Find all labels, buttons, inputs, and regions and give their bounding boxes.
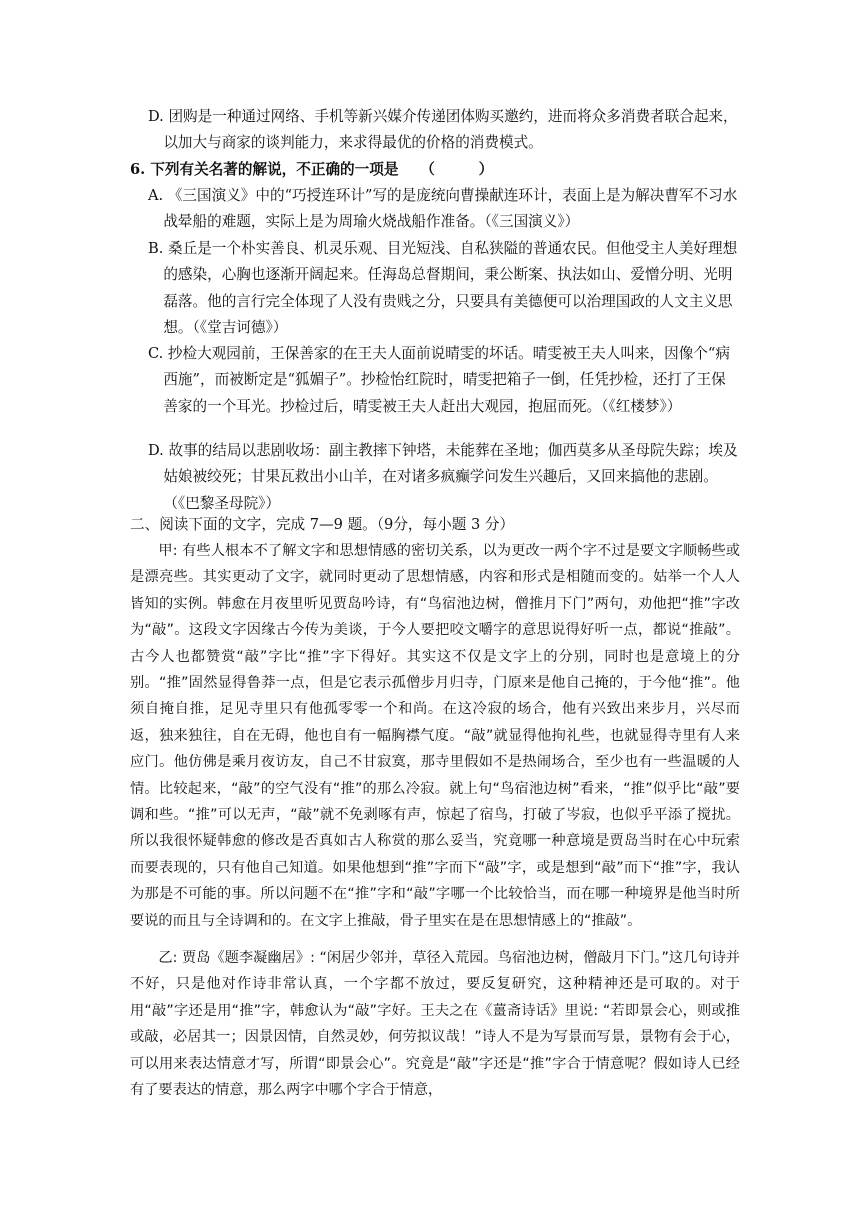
- q6-option-b: B. 桑丘是一个朴实善良、机灵乐观、目光短浅、自私狭隘的普通农民。但他受主人美好理想的感染，心胸也逐渐开阔起来。任海岛总督期间，秉公断案、执法如山、爱憎分明、光明磊落。他的言行完全体现了人没有贵贱之分，只要具有美德便可以治理国政的人文主义思想。（《堂吉诃德》）: [148, 240, 738, 337]
- q6-option-c: C. 抄检大观园前，王保善家的在王夫人面前说晴雯的坏话。晴雯被王夫人叫来，因像个“病西施”，而被断定是“狐媚子”。抄检怡红院时，晴雯把箱子一倒，任凭抄检，还打了王保善家的一个耳光。抄检过后，晴雯被王夫人赶出大观园，抱屈而死。（《红楼梦》）: [148, 345, 730, 415]
- q5-option-d: D. 团购是一种通过网络、手机等新兴媒介传递团体购买邀约，进而将众多消费者联合起来，以加大与商家的谈判能力，来求得最优的价格的消费模式。: [148, 108, 738, 152]
- passage-jia: 甲: 有些人根本不了解文字和思想情感的密切关系，以为更改一两个字不过是要文字顺畅些或是漂亮些。其实更动了文字，就同时更动了思想情感，内容和形式是相随而变的。姑举一个人人皆知的实例。韩愈在月夜里听见贾岛吟诗，有“鸟宿池边树，僧推月下门”两句，劝他把“推”字改为“敲”。这段文字因缘古今传为美谈，于今人要把咬文嚼字的意思说得好听一点，都说“推敲”。古今人也都赞赏“敲”字比“推”字下得好。其实这不仅是文字上的分别，同时也是意境上的分别。“推”固然显得鲁莽一点，但是它表示孤僧步月归寺，门原来是他自己掩的，于今他“推”。他须自掩自推，足见寺里只有他孤零零一个和尚。在这冷寂的场合，他有兴致出来步月，兴尽而返，独来独往，自在无碍，他也自有一幅胸襟气度。“敲”就显得他拘礼些，也就显得寺里有人来应门。他仿佛是乘月夜访友，自己不甘寂寞，那寺里假如不是热闹场合，至少也有一些温暖的人情。比较起来，“敲”的空气没有“推”的那么冷寂。就上句“鸟宿池边树”看来，“推”似乎比“敲”要调和些。“推”可以无声，“敲”就不免剥啄有声，惊起了宿鸟，打破了岑寂，也似乎平添了搅扰。所以我很怀疑韩愈的修改是否真如古人称赏的那么妥当，究竟哪一种意境是贾岛当时在心中玩索而要表现的，只有他自己知道。如果他想到“推”字而下“敲”字，或是想到“敲”而下“推”字，我认为那是不可能的事。所以问题不在“推”字和“敲”字哪一个比较恰当，而在哪一种境界是他当时所要说的而且与全诗调和的。在文字上推敲，骨子里实在是在思想情感上的“推敲”。: [130, 543, 740, 929]
- q6-option-d: D. 故事的结局以悲剧收场：副主教摔下钟塔，未能葬在圣地；伽西莫多从圣母院失踪；埃及姑娘被绞死；甘果瓦救出小山羊，在对诸多疯癫学问发生兴趣后，又回来搞他的悲剧。（《巴黎圣母院》）: [148, 442, 738, 512]
- passage-yi: 乙: 贾岛《题李凝幽居》: “闲居少邻并，草径入荒园。鸟宿池边树，僧敲月下门。”这几句诗并不好，只是他对作诗非常认真，一个字都不放过，要反复研究，这种精神还是可取的。对于用“敲”字还是用“推”字，韩愈认为“敲”字好。王夫之在《薑斋诗话》里说: “若即景会心，则或推或敲，必居其一；因景因情，自然灵妙，何劳拟议哉！”诗人不是为写景而写景，景物有会于心，可以用来表达情意才写，所谓“即景会心”。究竟是“敲”字还是“推”字合于情意呢？假如诗人已经有了要表达的情意，那么两字中哪个字合于情意，: [130, 950, 740, 1099]
- section-2-heading: 二、阅读下面的文字，完成 7—9 题。（9分，每小题 3 分）: [130, 516, 515, 533]
- q6-option-a: A. 《三国演义》中的“巧授连环计”写的是庞统向曹操献连环计，表面上是为解决曹军不习水战晕船的难题，实际上是为周瑜火烧战船作准备。（《三国演义》）: [148, 187, 738, 231]
- q6-stem: 6. 下列有关名著的解说，不正确的一项是 （ ）: [130, 161, 494, 178]
